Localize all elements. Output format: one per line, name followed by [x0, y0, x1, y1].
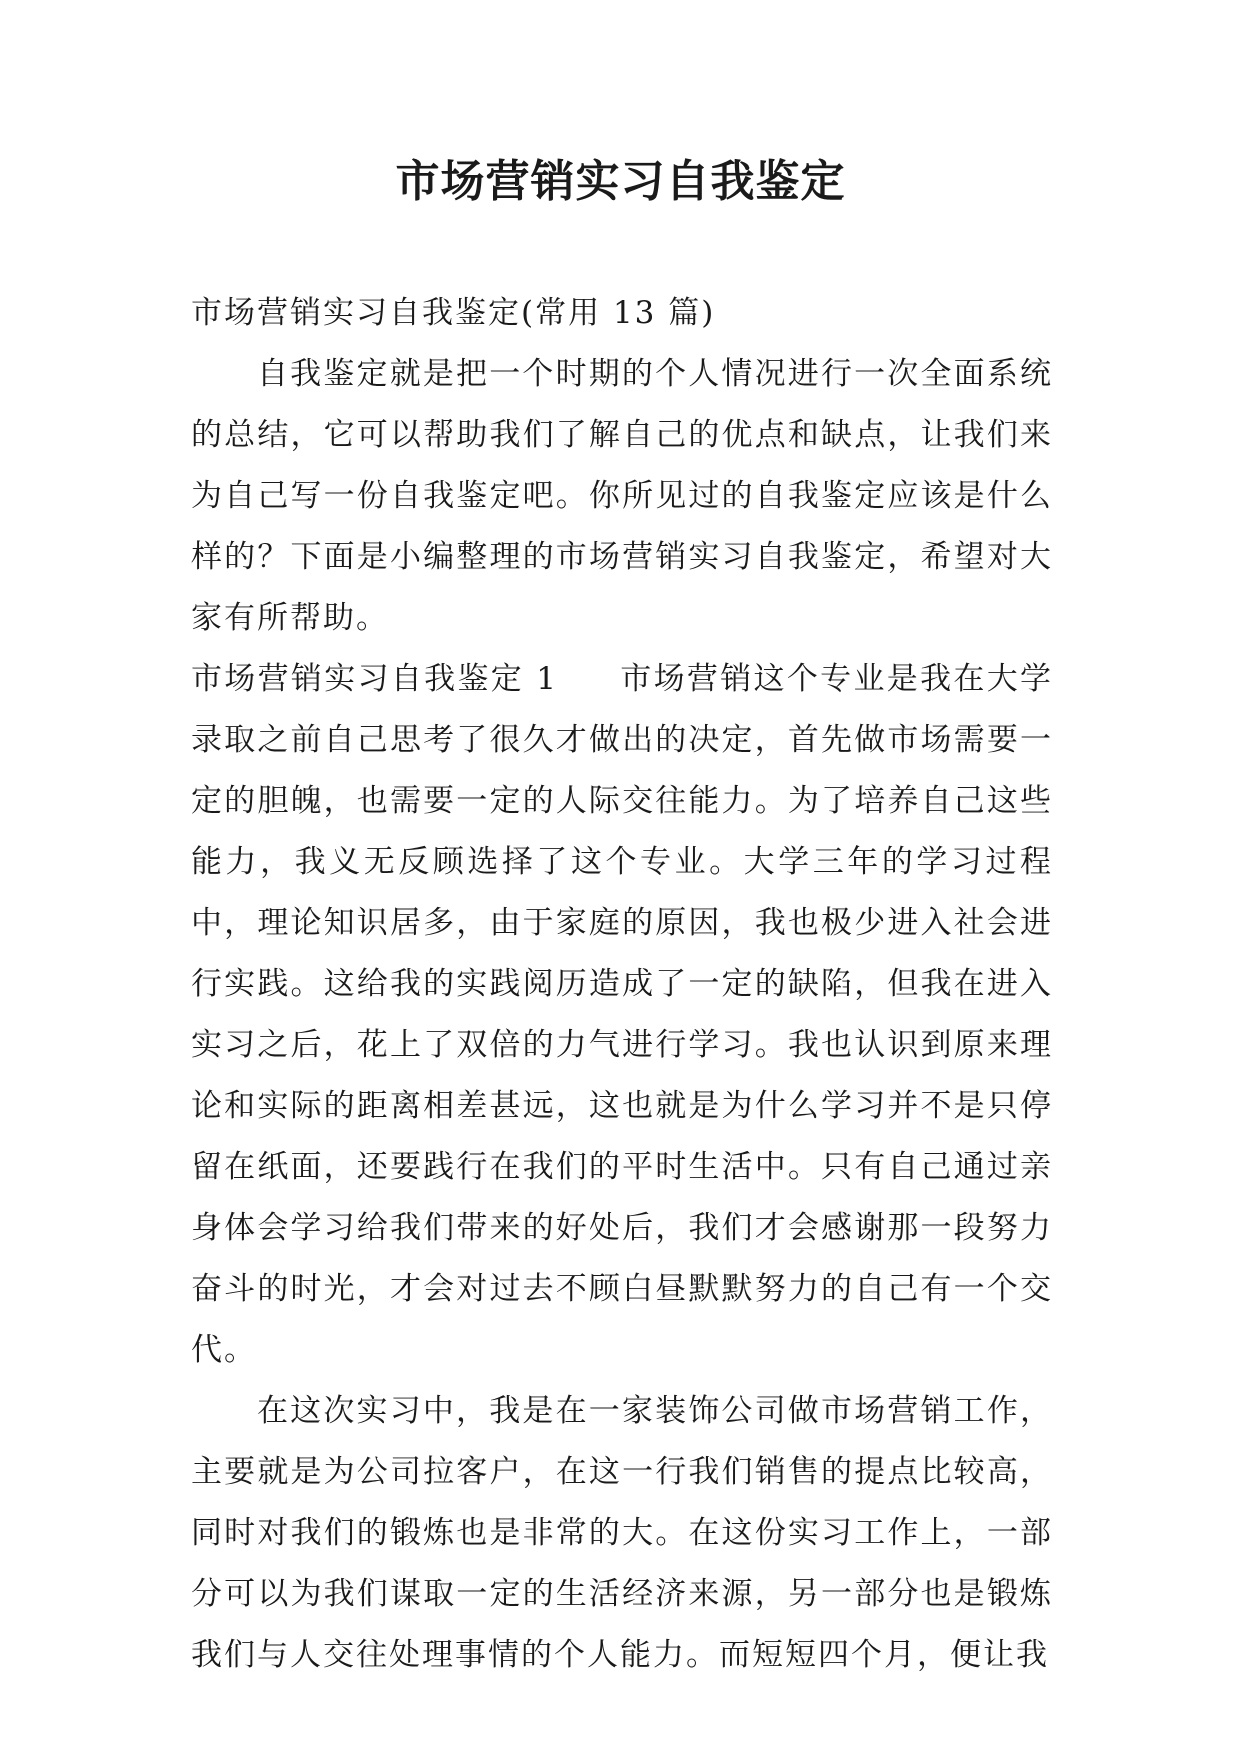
section1-heading: 市场营销实习自我鉴定 1	[191, 661, 558, 697]
section1-paragraph-2: 在这次实习中，我是在一家装饰公司做市场营销工作，主要就是为公司拉客户，在这一行我们销售的提点比较高，同时对我们的锻炼也是非常的大。在这份实习工作上，一部分可以为我们谋取一定的生活经济来源，另一部分也是锻炼我们与人交往处理事情的个人能力。而短短四个月，便让我	[191, 1393, 1053, 1673]
document-body	[191, 283, 1053, 1686]
document-title: 市场营销实习自我鉴定	[395, 156, 846, 207]
section1-paragraph	[191, 649, 1053, 1381]
section1-text: 市场营销这个专业是我在大学录取之前自己思考了很久才做出的决定，首先做市场需要一定的胆魄，也需要一定的人际交往能力。为了培养自己这些能力，我义无反顾选择了这个专业。大学三年的学习过程中，理论知识居多，由于家庭的原因，我也极少进入社会进行实践。这给我的实践阅历造成了一定的缺陷，但我在进入实习之后，花上了双倍的力气进行学习。我也认识到原来理论和实际的距离相差甚远，这也就是为什么学习并不是只停留在纸面，还要践行在我们的平时生活中。只有自己通过亲身体会学习给我们带来的好处后，我们才会感谢那一段努力奋斗的时光，才会对过去不顾白昼默默努力的自己有一个交代。	[191, 661, 1054, 1368]
intro-paragraph: 自我鉴定就是把一个时期的个人情况进行一次全面系统的总结，它可以帮助我们了解自己的优点和缺点，让我们来为自己写一份自我鉴定吧。你所见过的自我鉴定应该是什么样的？下面是小编整理的市场营销实习自我鉴定，希望对大家有所帮助。	[191, 356, 1053, 636]
document-subtitle: 市场营销实习自我鉴定(常用 13 篇)	[191, 295, 716, 331]
